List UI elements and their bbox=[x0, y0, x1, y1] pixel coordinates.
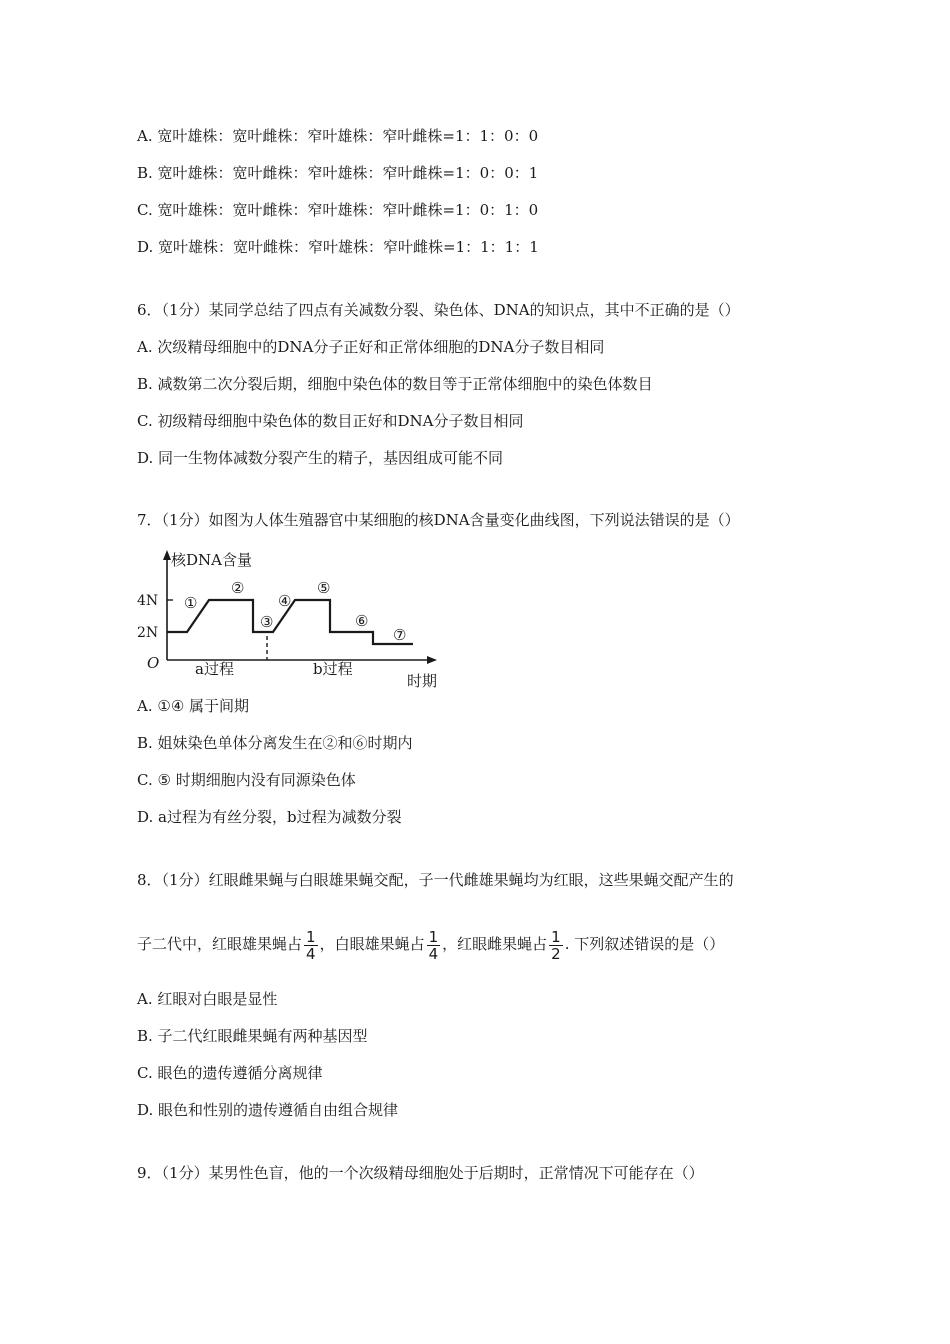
q8-text-seg4: . 下列叙述错误的是（） bbox=[564, 935, 725, 953]
fraction-one-half bbox=[549, 929, 563, 962]
q8-stem-line2 bbox=[137, 924, 724, 964]
q6-option-b: B. 减数第二次分裂后期，细胞中染色体的数目等于正常体细胞中的染色体数目 bbox=[137, 375, 653, 393]
q8-option-b: B. 子二代红眼雌果蝇有两种基因型 bbox=[137, 1027, 368, 1045]
fraction-one-quarter bbox=[304, 929, 318, 962]
q6-option-c: C. 初级精母细胞中染色体的数目正好和DNA分子数目相同 bbox=[137, 412, 524, 430]
stage-label-2: ② bbox=[231, 579, 245, 597]
q6-option-a: A. 次级精母细胞中的DNA分子正好和正常体细胞的DNA分子数目相同 bbox=[137, 338, 605, 356]
fraction-numerator: 1 bbox=[428, 927, 439, 946]
y-axis-title: 核DNA含量 bbox=[171, 551, 252, 569]
fraction-denominator: 4 bbox=[306, 944, 316, 963]
q5-option-a: A. 宽叶雄株：宽叶雌株：窄叶雄株：窄叶雌株=1：1：0：0 bbox=[137, 127, 539, 145]
process-b-label: b过程 bbox=[313, 660, 353, 678]
stage-label-1: ① bbox=[184, 594, 198, 612]
stage-label-7: ⑦ bbox=[393, 626, 407, 644]
q8-text-seg1: 子二代中，红眼雄果蝇占 bbox=[137, 935, 303, 953]
q8-text-seg2: ，白眼雄果蝇占 bbox=[319, 935, 425, 953]
q7-option-c: C. ⑤ 时期细胞内没有同源染色体 bbox=[137, 771, 356, 789]
q7-option-b: B. 姐妹染色单体分离发生在②和⑥时期内 bbox=[137, 734, 413, 752]
stage-label-4: ④ bbox=[278, 592, 292, 610]
fraction-one-quarter-2 bbox=[427, 929, 441, 962]
q5-option-d: D. 宽叶雄株：宽叶雌株：窄叶雄株：窄叶雌株=1：1：1：1 bbox=[137, 238, 539, 256]
y-tick-2n: 2N bbox=[137, 625, 159, 641]
q6-stem: 6．（1分）某同学总结了四点有关减数分裂、染色体、DNA的知识点，其中不正确的是（） bbox=[137, 301, 740, 319]
q9-stem: 9．（1分）某男性色盲，他的一个次级精母细胞处于后期时，正常情况下可能存在（） bbox=[137, 1164, 704, 1182]
q8-text-seg3: ，红眼雌果蝇占 bbox=[442, 935, 548, 953]
dna-content-graph bbox=[137, 548, 447, 690]
origin-label: O bbox=[147, 654, 160, 672]
y-axis-arrow bbox=[163, 550, 171, 560]
x-axis-arrow bbox=[427, 656, 437, 664]
q8-option-a: A. 红眼对白眼是显性 bbox=[137, 990, 278, 1008]
x-axis-title: 时期 bbox=[407, 672, 438, 690]
stage-label-6: ⑥ bbox=[355, 612, 369, 630]
y-tick-4n: 4N bbox=[137, 593, 159, 609]
stage-label-3: ③ bbox=[260, 613, 274, 631]
q7-stem: 7．（1分）如图为人体生殖器官中某细胞的核DNA含量变化曲线图，下列说法错误的是（） bbox=[137, 511, 740, 529]
q8-stem-line1: 8．（1分）红眼雌果蝇与白眼雄果蝇交配，子一代雌雄果蝇均为红眼，这些果蝇交配产生的 bbox=[137, 871, 734, 889]
fraction-numerator: 1 bbox=[551, 927, 561, 946]
fraction-numerator: 1 bbox=[306, 927, 316, 946]
dna-content-figure bbox=[137, 548, 447, 694]
q8-option-c: C. 眼色的遗传遵循分离规律 bbox=[137, 1064, 323, 1082]
q7-option-a: A. ①④ 属于间期 bbox=[137, 697, 250, 715]
q8-option-d: D. 眼色和性别的遗传遵循自由组合规律 bbox=[137, 1101, 399, 1119]
fraction-denominator: 4 bbox=[428, 944, 439, 963]
process-a-label: a过程 bbox=[195, 660, 234, 678]
q5-option-c: C. 宽叶雄株：宽叶雌株：窄叶雄株：窄叶雌株=1：0：1：0 bbox=[137, 201, 539, 219]
q6-option-d: D. 同一生物体减数分裂产生的精子，基因组成可能不同 bbox=[137, 449, 504, 467]
q7-option-d: D. a过程为有丝分裂，b过程为减数分裂 bbox=[137, 808, 402, 826]
q5-option-b: B. 宽叶雄株：宽叶雌株：窄叶雄株：窄叶雌株=1：0：0：1 bbox=[137, 164, 539, 182]
stage-label-5: ⑤ bbox=[317, 579, 331, 597]
fraction-denominator: 2 bbox=[551, 944, 561, 963]
